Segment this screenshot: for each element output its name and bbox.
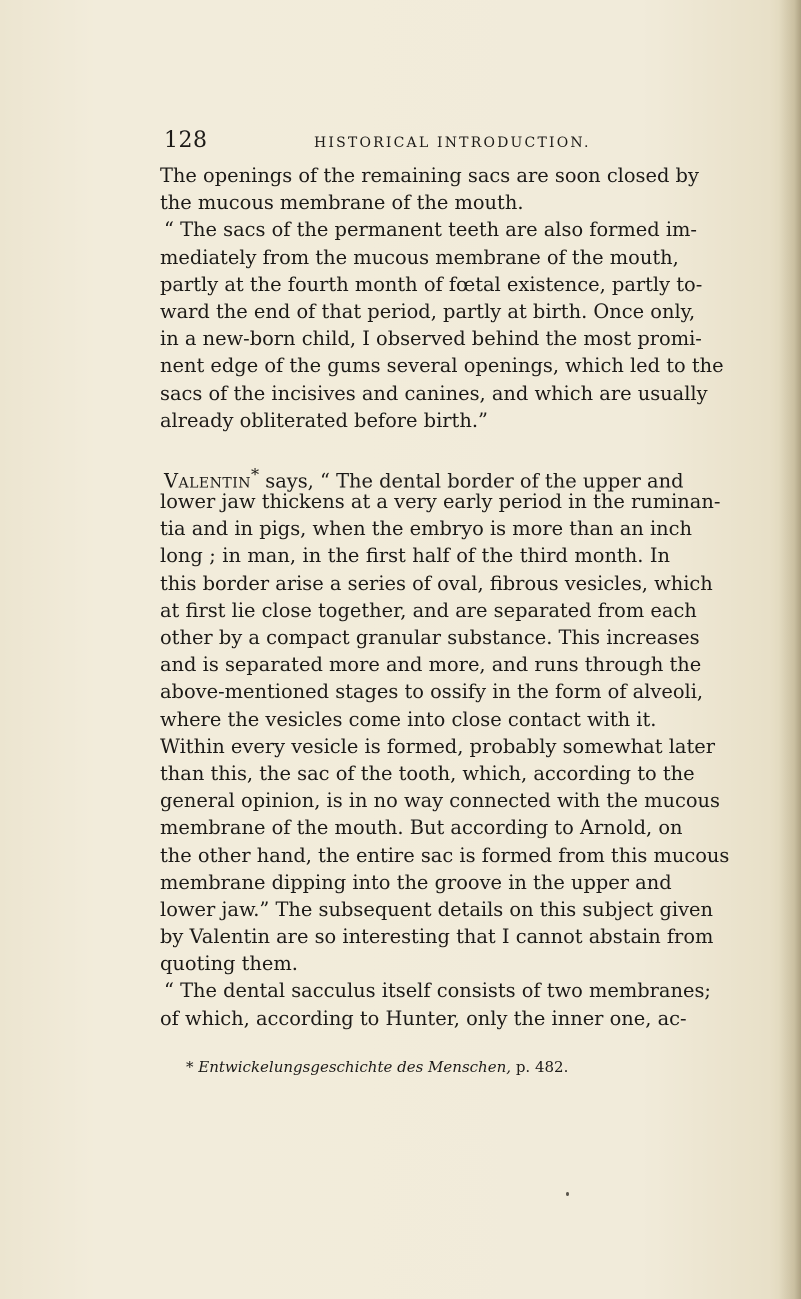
text-line: of which, according to Hunter, only the inner one, ac- [160, 1006, 687, 1030]
text-line: long ; in man, in the first half of the third month. In [160, 544, 670, 568]
page-number: 128 [164, 128, 208, 153]
footnote-ref-mark: * [251, 464, 260, 484]
text-line: nent edge of the gums several openings, which led to the [160, 354, 724, 378]
text-line: where the vesicles come into close contact with it. [160, 707, 657, 731]
text-line: lower jaw thickens at a very early period in the ruminan- [160, 490, 721, 514]
body-text [160, 162, 730, 1032]
text-line: by Valentin are so interesting that I cannot abstain from [160, 925, 714, 949]
text-line: membrane of the mouth. But according to Arnold, on [160, 816, 683, 840]
text-line: membrane dipping into the groove in the upper and [160, 870, 672, 894]
footnote-page: p. 482. [515, 1058, 569, 1076]
ink-speck [566, 1192, 569, 1196]
text-line: and is separated more and more, and runs through the [160, 653, 702, 677]
text-line: the mucous membrane of the mouth. [160, 191, 524, 215]
text-line: sacs of the incisives and canines, and which are usually [160, 381, 708, 405]
running-head: HISTORICAL INTRODUCTION. [314, 135, 591, 151]
page-header [164, 128, 624, 158]
text-line: general opinion, is in no way connected with the mucous [160, 789, 720, 813]
text-line: The openings of the remaining sacs are soon closed by [160, 164, 699, 187]
text-line: mediately from the mucous membrane of the mouth, [160, 245, 679, 269]
text-line: lower jaw.” The subsequent details on this subject given [160, 897, 714, 921]
text-line: ward the end of that period, partly at birth. Once only, [160, 299, 696, 323]
text-line: “ The sacs of the permanent teeth are also formed im- [164, 218, 697, 242]
text-line: partly at the fourth month of fœtal existence, partly to- [160, 272, 703, 296]
footnote-mark: * [186, 1058, 194, 1076]
text-line: above-mentioned stages to ossify in the form of alveoli, [160, 680, 704, 704]
text-line: at first lie close together, and are separated from each [160, 598, 697, 622]
text-line: in a new-born child, I observed behind the most promi- [160, 327, 702, 351]
page-edge-shadow [779, 0, 801, 1299]
footnote [186, 1058, 568, 1076]
text-line: already obliterated before birth.” [160, 408, 488, 432]
text-line: other by a compact granular substance. This increases [160, 626, 700, 649]
text-line [160, 461, 684, 493]
text-line: the other hand, the entire sac is formed from this mucous [160, 843, 730, 867]
line-rest: says, “ The dental border of the upper and [259, 469, 684, 493]
text-line: “ The dental sacculus itself consists of two membranes; [164, 979, 711, 1003]
footnote-title: Entwickelungsgeschichte des Menschen, [198, 1058, 512, 1076]
text-line: Within every vesicle is formed, probably somewhat later [160, 734, 715, 758]
paragraph-gap [160, 434, 670, 461]
text-line: tia and in pigs, when the embryo is more than an inch [160, 517, 693, 541]
text-line: quoting them. [160, 952, 298, 976]
author-name: Valentin [164, 469, 251, 493]
text-line: this border arise a series of oval, fibrous vesicles, which [160, 571, 713, 595]
text-line: than this, the sac of the tooth, which, according to the [160, 761, 695, 785]
